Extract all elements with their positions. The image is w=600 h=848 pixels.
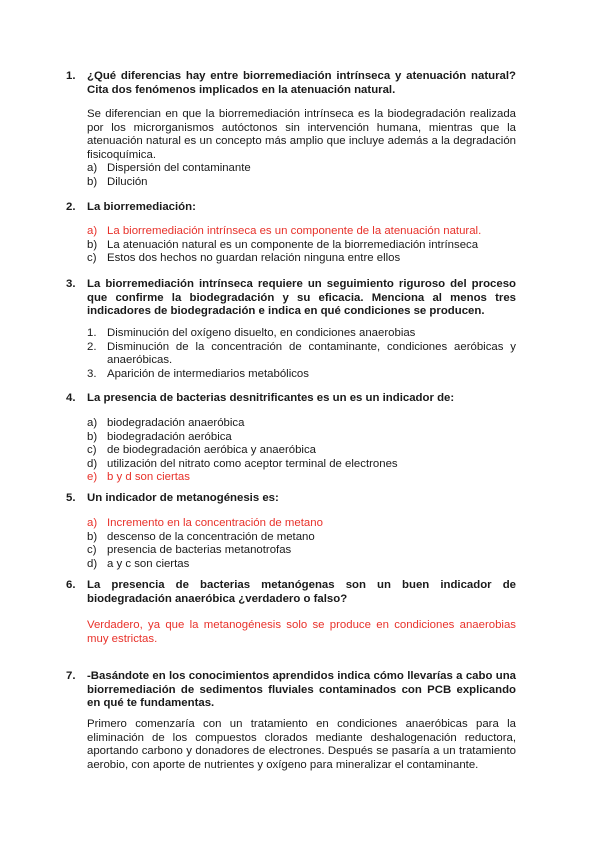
- question-4: [66, 392, 516, 406]
- question-text: ¿Qué diferencias hay entre biorremediación intrínseca y atenuación natural? Cita dos fenómenos implicados en la atenuación natural.: [87, 70, 516, 96]
- answer-list: [87, 417, 516, 485]
- list-item-correct: e) b y d son ciertas: [87, 471, 190, 484]
- list-item: 3. Aparición de intermediarios metabólicos: [87, 367, 309, 380]
- answer-text: Primero comenzaría con un tratamiento en condiciones anaeróbicas para la eliminación de los compuestos clorados mediante deshalogenación reductora, aportando carbono y donadores de electrones. Después se pasaría a un tratamiento aerobio, con aporte de nutrientes y oxígeno para mineralizar el contaminante.: [87, 718, 516, 771]
- list-item: b) Dilución: [87, 175, 148, 188]
- list-item-correct: a) La biorremediación intrínseca es un componente de la atenuación natural.: [87, 225, 482, 237]
- question-number: 6.: [66, 579, 76, 591]
- list-item: d) utilización del nitrato como aceptor terminal de electrones: [87, 457, 398, 470]
- list-item: c) presencia de bacterias metanotrofas: [87, 544, 292, 557]
- answer-text: Se diferencian en que la biorremediación intrínseca es la biodegradación realizada por los microrganismos autóctonos sin intervención humana, mientras que la atenuación natural es un concepto más amplio que incluye además a la degradación fisicoquímica.: [87, 108, 516, 161]
- question-text: -Basándote en los conocimientos aprendidos indica cómo llevarías a cabo una biorremediación de sedimentos fluviales contaminados con PCB explicando en qué te fundamentas.: [87, 670, 516, 710]
- list-item: a) biodegradación anaeróbica: [87, 417, 245, 429]
- question-5: [66, 492, 516, 506]
- list-item: c) Estos dos hechos no guardan relación ninguna entre ellos: [87, 252, 401, 265]
- question-number: 2.: [66, 201, 76, 213]
- answer-list: [87, 327, 516, 381]
- question-number: 4.: [66, 392, 76, 404]
- list-item: d) a y c son ciertas: [87, 557, 190, 570]
- answer-list: [87, 517, 516, 571]
- list-item: b) La atenuación natural es un componente de la biorremediación intrínseca: [87, 238, 479, 251]
- list-item: b) descenso de la concentración de metano: [87, 530, 315, 543]
- answer-list: [87, 225, 516, 266]
- question-1: [66, 70, 516, 97]
- question-text: La presencia de bacterias desnitrificantes es un es un indicador de:: [87, 392, 455, 404]
- question-text: La biorremediación:: [87, 201, 196, 213]
- question-text: Un indicador de metanogénesis es:: [87, 492, 279, 504]
- question-number: 3.: [66, 278, 76, 290]
- list-item: 2. Disminución de la concentración de contaminante, condiciones aeróbicas y anaeróbicas.: [87, 340, 516, 367]
- question-number: 7.: [66, 670, 76, 682]
- question-7: [66, 670, 516, 711]
- question-2: [66, 201, 516, 215]
- list-item: c) de biodegradación aeróbica y anaeróbica: [87, 444, 316, 457]
- list-item: a) Dispersión del contaminante: [87, 162, 251, 174]
- answer-list: [87, 162, 516, 189]
- question-number: 5.: [66, 492, 76, 504]
- question-text: La biorremediación intrínseca requiere un seguimiento riguroso del proceso que confirme la biodegradación y su eficacia. Menciona al menos tres indicadores de biodegradación e indica en qué condiciones se producen.: [87, 278, 516, 318]
- question-3: [66, 278, 516, 319]
- list-item: 1. Disminución del oxígeno disuelto, en condiciones anaerobias: [87, 327, 416, 339]
- question-text: La presencia de bacterias metanógenas son un buen indicador de biodegradación anaeróbica ¿verdadero o falso?: [87, 579, 516, 605]
- question-6: [66, 579, 516, 606]
- list-item: b) biodegradación aeróbica: [87, 430, 232, 443]
- list-item-correct: a) Incremento en la concentración de metano: [87, 517, 323, 529]
- answer-text: Verdadero, ya que la metanogénesis solo se produce en condiciones anaerobias muy estrictas.: [87, 619, 516, 645]
- question-number: 1.: [66, 70, 76, 82]
